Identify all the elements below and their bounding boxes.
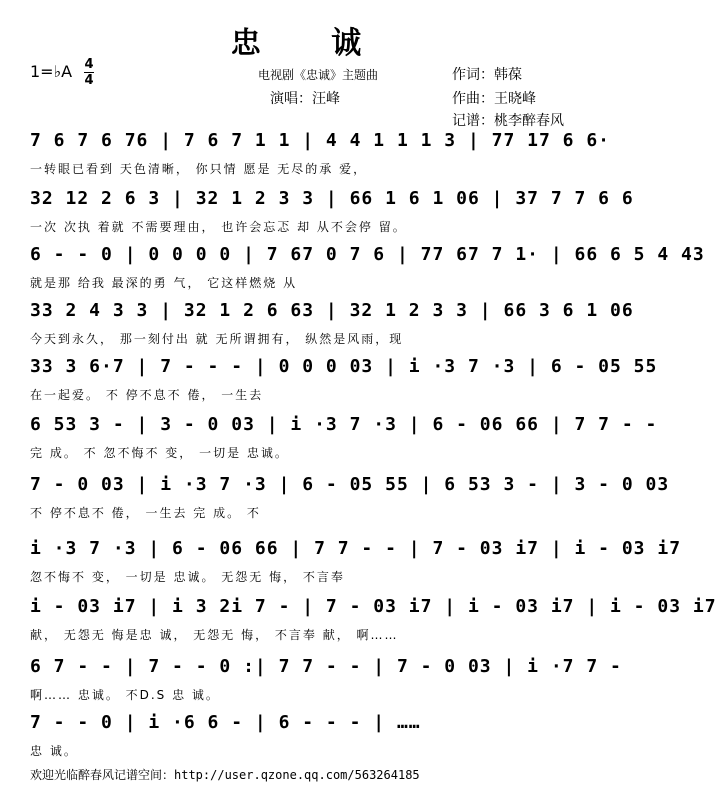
notes-line: 33 2 4 3 3 | 32 1 2 6 63 | 32 1 2 3 3 | 66 3 6 1 06 (30, 300, 634, 321)
lyrics-line: 忽不悔不 变， 一切是 忠诚。 无怨无 悔， 不言奉 (30, 570, 345, 584)
notes-line: 6 53 3 - | 3 - 0 03 | i ·3 7 ·3 | 6 - 06 66 | 7 7 - - (30, 414, 658, 435)
notes-line: 6 - - 0 | 0 0 0 0 | 7 67 0 7 6 | 77 67 7 1· | 66 6 5 4 43 (30, 244, 705, 265)
time-sig-denominator: 4 (84, 73, 94, 88)
lyrics-line: 在一起爱。 不 停不息不 倦， 一生去 (30, 388, 264, 402)
lyrics-line: 不 停不息不 倦， 一生去 完 成。 不 (30, 506, 261, 520)
transcriber-credit: 记谱：桃李醉春风 (452, 113, 564, 129)
song-title: 忠 诚 (230, 26, 392, 61)
composer-credit: 作曲：王晓峰 (452, 91, 536, 107)
subtitle: 电视剧《忠诚》主题曲 (258, 68, 379, 82)
notes-line: i - 03 i7 | i 3 2i 7 - | 7 - 03 i7 | i - 03 i7 | i - 03 i7 (30, 596, 717, 617)
lyrics-line: 一转眼已看到 天色清晰， 你只情 愿是 无尽的承 爱， (30, 162, 368, 176)
lyrics-line: 啊…… 忠诚。 不D.S 忠 诚。 (30, 688, 220, 702)
notes-line: 7 - - 0 | i ·6 6 - | 6 - - - | …… (30, 712, 421, 733)
lyrics-line: 一次 次执 着就 不需要理由， 也许会忘忑 却 从不会停 留。 (30, 220, 407, 234)
singer-credit: 演唱：汪峰 (270, 91, 340, 107)
notes-line: 7 6 7 6 76 | 7 6 7 1 1 | 4 4 1 1 1 3 | 77 17 6 6· (30, 130, 611, 151)
lyrics-line: 献， 无怨无 悔是忠 诚， 无怨无 悔， 不言奉 献， 啊…… (30, 628, 399, 642)
footer-link[interactable]: 欢迎光临醉春风记谱空间：http://user.qzone.qq.com/563264185 (30, 768, 420, 782)
key-signature: 1=♭A (30, 62, 73, 81)
notes-line: 7 - 0 03 | i ·3 7 ·3 | 6 - 05 55 | 6 53 3 - | 3 - 0 03 (30, 474, 670, 495)
lyrics-line: 今天到永久， 那一刻付出 就 无所谓拥有， 纵然是风雨，现 (30, 332, 404, 346)
lyrics-line: 忠 诚。 (30, 744, 78, 758)
time-signature (84, 58, 94, 87)
notes-line: 32 12 2 6 3 | 32 1 2 3 3 | 66 1 6 1 06 | 37 7 7 6 6 (30, 188, 634, 209)
notes-line: 33 3 6·7 | 7 - - - | 0 0 0 03 | i ·3 7 ·3 | 6 - 05 55 (30, 356, 658, 377)
lyrics-line: 就是那 给我 最深的勇 气， 它这样燃烧 从 (30, 276, 298, 290)
notes-line: 6 7 - - | 7 - - 0 :| 7 7 - - | 7 - 0 03 | i ·7 7 - (30, 656, 622, 677)
notes-line: i ·3 7 ·3 | 6 - 06 66 | 7 7 - - | 7 - 03 i7 | i - 03 i7 (30, 538, 682, 559)
lyrics-line: 完 成。 不 忽不悔不 变， 一切是 忠诚。 (30, 446, 289, 460)
lyricist-credit: 作词：韩葆 (452, 67, 522, 83)
time-sig-numerator: 4 (84, 57, 94, 72)
